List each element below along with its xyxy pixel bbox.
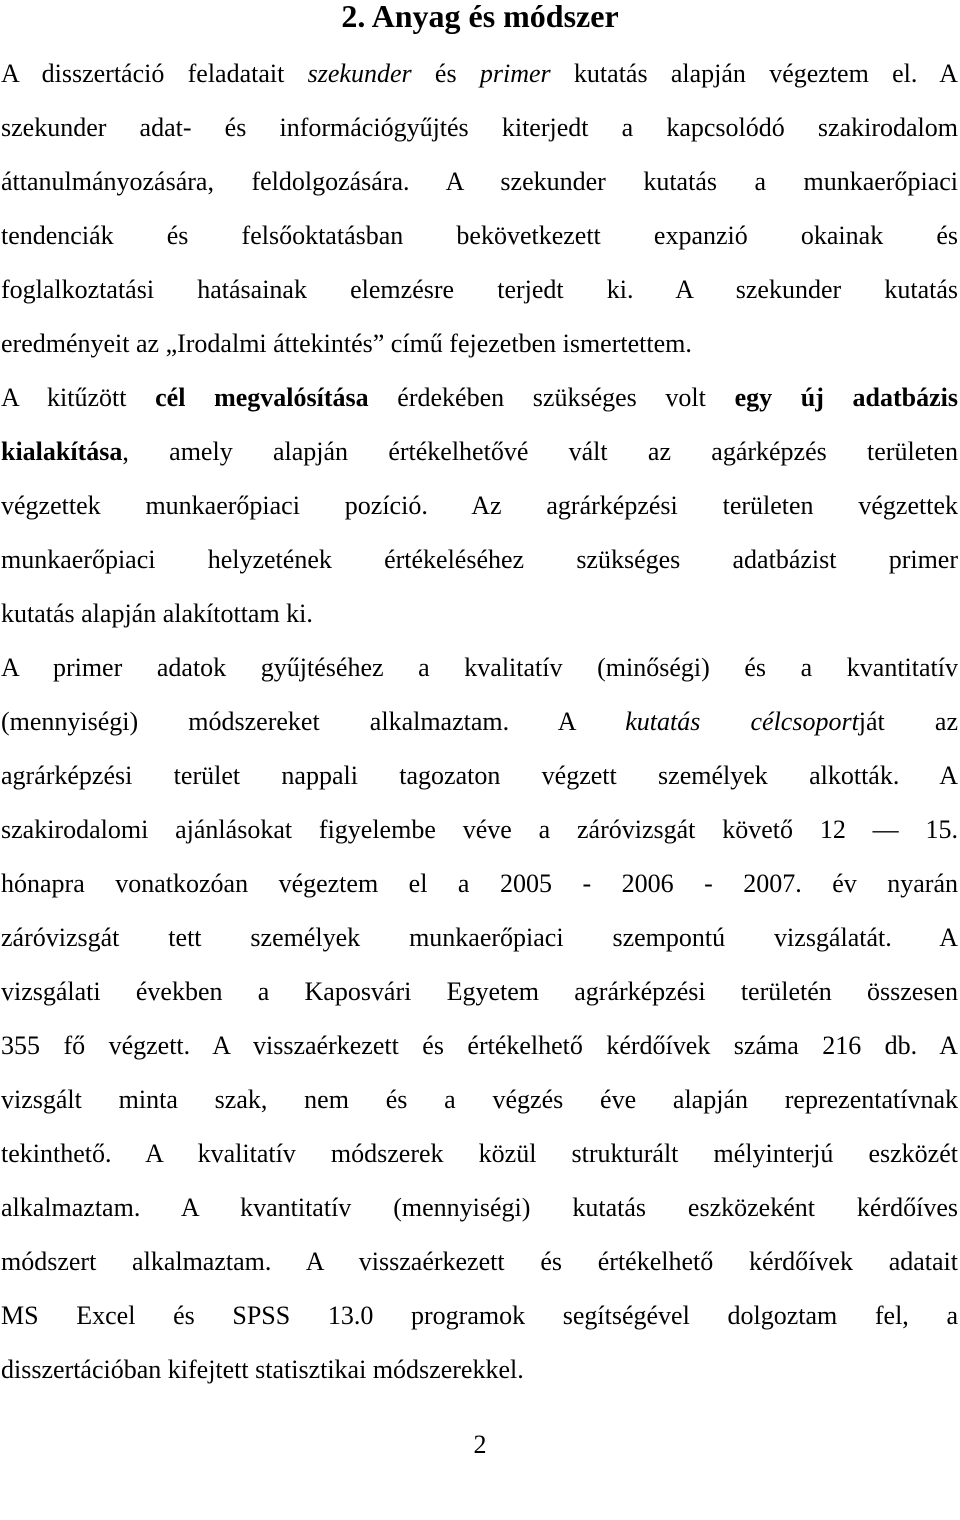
text-run: alkalmaztam. A kvantitatív (mennyiségi) kutatás eszközeként kérdőíves	[1, 1193, 958, 1222]
text-run: 355 fő végzett. A visszaérkezett és értékelhető kérdőívek száma 216 db. A	[1, 1031, 958, 1060]
text-line	[1, 1289, 958, 1343]
paragraph	[1, 371, 958, 641]
text-line	[1, 1019, 958, 1073]
text-line	[1, 749, 958, 803]
italic-text: kutatás célcsoport	[625, 707, 859, 736]
text-run: szakirodalomi ajánlásokat figyelembe véve a záróvizsgát követő 12 — 15.	[1, 815, 958, 844]
text-run: záróvizsgát tett személyek munkaerőpiaci szempontú vizsgálatát. A	[1, 923, 958, 952]
text-run: szekunder adat- és információgyűjtés kiterjedt a kapcsolódó szakirodalom	[1, 113, 958, 142]
text-run: áttanulmányozására, feldolgozására. A szekunder kutatás a munkaerőpiaci	[1, 167, 958, 196]
text-line	[1, 209, 958, 263]
text-run: kutatás alapján alakítottam ki.	[1, 599, 313, 628]
text-line	[1, 479, 958, 533]
bold-text: cél megvalósítása	[155, 383, 369, 412]
text-line	[1, 1127, 958, 1181]
text-line	[1, 155, 958, 209]
text-line	[1, 317, 958, 371]
section-heading: 2. Anyag és módszer	[341, 0, 619, 34]
text-run: végzettek munkaerőpiaci pozíció. Az agrárképzési területen végzettek	[1, 491, 958, 520]
text-run: foglalkoztatási hatásainak elemzésre terjedt ki. A szekunder kutatás	[1, 275, 958, 304]
text-run: tendenciák és felsőoktatásban bekövetkezett expanzió okainak és	[1, 221, 958, 250]
text-run: hónapra vonatkozóan végeztem el a 2005 - 2006 - 2007. év nyarán	[1, 869, 958, 898]
text-line	[1, 587, 958, 641]
text-line	[1, 803, 958, 857]
bold-text: kialakítása	[1, 437, 123, 466]
page-number: 2	[473, 1430, 487, 1459]
italic-text: szekunder	[307, 59, 412, 88]
text-run: ját az	[858, 707, 958, 736]
text-line	[1, 911, 958, 965]
text-run: A disszertáció feladatait	[1, 59, 308, 88]
paragraph	[1, 47, 958, 371]
text-line	[1, 47, 958, 101]
text-line	[1, 533, 958, 587]
text-run: vizsgálati években a Kaposvári Egyetem agrárképzési területén összesen	[1, 977, 958, 1006]
text-line	[1, 371, 958, 425]
text-run: disszertációban kifejtett statisztikai módszerekkel.	[1, 1355, 524, 1384]
text-line	[1, 857, 958, 911]
text-run: kutatás alapján végeztem el. A	[550, 59, 958, 88]
text-run: vizsgált minta szak, nem és a végzés éve alapján reprezentatívnak	[1, 1085, 958, 1114]
text-run: eredményeit az „Irodalmi áttekintés” című fejezetben ismertettem.	[1, 329, 692, 358]
text-run: , amely alapján értékelhetővé vált az agárképzés területen	[122, 437, 958, 466]
text-run: érdekében szükséges volt	[368, 383, 735, 412]
text-run: és	[411, 59, 480, 88]
text-run: munkaerőpiaci helyzetének értékeléséhez szükséges adatbázist primer	[1, 545, 958, 574]
paragraph	[1, 641, 958, 1397]
text-line	[1, 641, 958, 695]
text-run: módszert alkalmaztam. A visszaérkezett és értékelhető kérdőívek adatait	[1, 1247, 958, 1276]
text-run: A primer adatok gyűjtéséhez a kvalitatív (minőségi) és a kvantitatív	[1, 653, 958, 682]
text-line	[1, 965, 958, 1019]
italic-text: primer	[479, 59, 551, 88]
text-run: tekinthető. A kvalitatív módszerek közül strukturált mélyinterjú eszközét	[1, 1139, 958, 1168]
text-line	[1, 695, 958, 749]
text-run: MS Excel és SPSS 13.0 programok segítségével dolgoztam fel, a	[1, 1301, 958, 1330]
text-run: agrárképzési terület nappali tagozaton végzett személyek alkották. A	[1, 761, 958, 790]
text-run: (mennyiségi) módszereket alkalmaztam. A	[1, 707, 626, 736]
text-run: A kitűzött	[1, 383, 156, 412]
text-line	[1, 1343, 958, 1397]
text-line	[1, 263, 958, 317]
text-line	[1, 1073, 958, 1127]
text-line	[1, 1235, 958, 1289]
text-line	[1, 101, 958, 155]
text-line	[1, 1181, 958, 1235]
text-line	[1, 425, 958, 479]
bold-text: egy új adatbázis	[734, 383, 959, 412]
body-text	[1, 47, 958, 1397]
